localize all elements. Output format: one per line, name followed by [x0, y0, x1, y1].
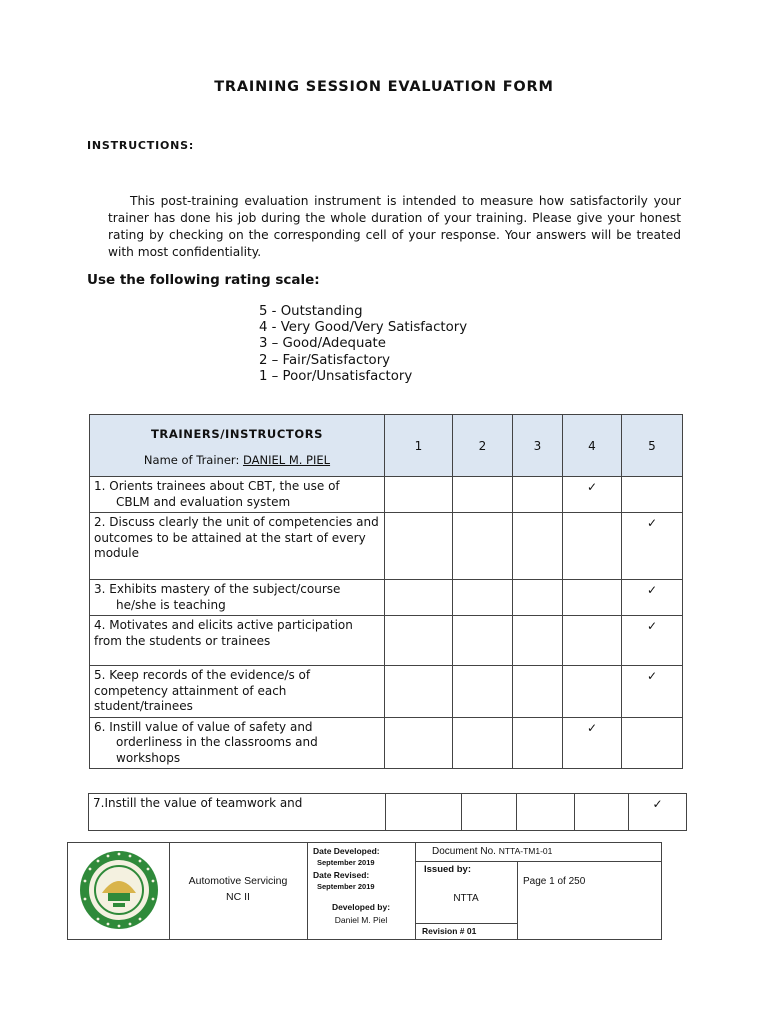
criterion-text [90, 580, 385, 616]
criterion-text [90, 666, 385, 718]
criterion-text [90, 477, 385, 513]
issued-by: NTTA [453, 893, 479, 904]
rating-cell[interactable] [563, 717, 622, 769]
rating-cell[interactable] [385, 666, 453, 718]
rating-cell[interactable] [517, 794, 575, 831]
rating-cell[interactable] [622, 477, 683, 513]
rating-cell[interactable] [563, 477, 622, 513]
criterion-row [90, 616, 683, 666]
document-footer [67, 842, 662, 940]
rating-cell[interactable] [513, 513, 563, 580]
check-mark-icon: ✓ [646, 516, 658, 530]
rating-cell[interactable] [453, 513, 513, 580]
divider [415, 843, 416, 939]
rating-cell[interactable] [622, 717, 683, 769]
trainer-header-cell [90, 415, 385, 477]
scale-item: 5 - Outstanding [259, 304, 363, 319]
divider [517, 861, 518, 939]
rating-cell[interactable] [385, 616, 453, 666]
scale-item: 2 – Fair/Satisfactory [259, 352, 391, 368]
divider [415, 861, 662, 862]
rating-cell[interactable] [513, 717, 563, 769]
rating-column-1: 1 [385, 415, 453, 477]
rating-cell[interactable] [513, 666, 563, 718]
instructions-paragraph [108, 193, 681, 261]
rating-cell[interactable] [462, 794, 517, 831]
document-number [432, 846, 662, 857]
instructions-text: This post-training evaluation instrument is intended to measure how satisfactorily your trainer has done his job during the whole duration of your training. Please give your honest rating by checking on the corresponding cell of your response. Your answers will be treated with most confidentiality. [108, 194, 681, 259]
rating-cell[interactable] [453, 616, 513, 666]
document-no-value: NTTA-TM1-01 [498, 846, 553, 856]
school-seal-logo [78, 849, 160, 931]
rating-cell[interactable] [385, 513, 453, 580]
criterion-row [89, 794, 687, 831]
course-line: Automotive Servicing [188, 875, 288, 887]
rating-cell[interactable] [622, 513, 683, 580]
trainer-name-line [94, 453, 380, 467]
date-revised-label: Date Revised: [313, 870, 370, 880]
instructions-label: INSTRUCTIONS: [87, 139, 195, 152]
criterion-row [90, 477, 683, 513]
rating-cell[interactable] [453, 477, 513, 513]
rating-cell[interactable] [385, 717, 453, 769]
criterion-text [90, 513, 385, 580]
date-revised: September 2019 [317, 882, 375, 891]
criterion-row [90, 580, 683, 616]
scale-item: 1 – Poor/Unsatisfactory [259, 368, 413, 384]
rating-cell[interactable] [622, 580, 683, 616]
rating-column-3: 3 [513, 415, 563, 477]
rating-scale-heading: Use the following rating scale: [87, 272, 320, 288]
evaluation-table [89, 414, 683, 769]
criterion-line: he/she is teaching [116, 597, 226, 612]
form-title: TRAINING SESSION EVALUATION FORM [214, 79, 554, 95]
rating-cell[interactable] [622, 666, 683, 718]
criterion-line: 2. Discuss clearly the unit of competencies and outcomes to be attained at the start of every module [94, 515, 379, 560]
criterion-row [90, 666, 683, 718]
rating-cell[interactable] [453, 580, 513, 616]
rating-scale-list [259, 304, 467, 385]
criterion-line: orderliness in the classrooms and workshops [116, 735, 318, 765]
developed-by: Daniel M. Piel [334, 915, 388, 925]
table-header-row [90, 415, 683, 477]
criterion-line: 4. Motivates and elicits active participation from the students or trainees [94, 618, 353, 648]
issued-by-label: Issued by: [424, 864, 471, 875]
scale-item: 3 – Good/Adequate [259, 336, 386, 352]
rating-column-2: 2 [453, 415, 513, 477]
rating-cell[interactable] [385, 580, 453, 616]
criterion-line: CBLM and evaluation system [116, 494, 291, 509]
rating-cell[interactable] [513, 616, 563, 666]
rating-column-4: 4 [563, 415, 622, 477]
criterion-line: 3. Exhibits mastery of the subject/course [94, 582, 341, 596]
rating-cell[interactable] [563, 580, 622, 616]
rating-cell[interactable] [622, 616, 683, 666]
criterion-text [90, 717, 385, 769]
rating-cell[interactable] [385, 477, 453, 513]
criterion-row [90, 717, 683, 769]
trainer-label: Name of Trainer: [143, 452, 243, 467]
check-mark-icon: ✓ [646, 669, 658, 683]
criterion-text: 7.Instill the value of teamwork and [89, 794, 386, 831]
revision-number: Revision # 01 [422, 926, 477, 936]
criterion-row [90, 513, 683, 580]
rating-cell[interactable] [563, 666, 622, 718]
criterion-text [90, 616, 385, 666]
rating-cell[interactable] [513, 477, 563, 513]
rating-cell[interactable] [386, 794, 462, 831]
criterion-line: 1. Orients trainees about CBT, the use of [94, 479, 340, 493]
check-mark-icon: ✓ [646, 619, 658, 633]
course-line: NC II [226, 891, 250, 903]
course-name [169, 873, 307, 905]
date-developed-label: Date Developed: [313, 846, 380, 856]
check-mark-icon: ✓ [586, 480, 598, 494]
page-number: Page 1 of 250 [523, 876, 586, 887]
rating-cell[interactable] [563, 616, 622, 666]
document-no-label: Document No. [432, 846, 496, 857]
dates-block [313, 845, 413, 893]
criterion-line: 6. Instill value of value of safety and [94, 719, 313, 734]
trainer-name: DANIEL M. PIEL [242, 452, 331, 467]
date-developed: September 2019 [317, 858, 375, 867]
trainers-heading: TRAINERS/INSTRUCTORS [150, 426, 324, 441]
divider [415, 923, 517, 924]
rating-cell[interactable] [575, 794, 629, 831]
scale-item: 4 - Very Good/Very Satisfactory [259, 320, 468, 336]
developer-block [307, 901, 415, 927]
rating-column-5: 5 [622, 415, 683, 477]
check-mark-icon: ✓ [646, 583, 658, 597]
check-mark-icon: ✓ [586, 720, 598, 735]
developed-by-label: Developed by: [331, 902, 391, 912]
criterion-line: 5. Keep records of the evidence/s of competency attainment of each student/trainees [94, 668, 311, 713]
rating-cell[interactable] [453, 717, 513, 769]
rating-cell[interactable] [629, 794, 687, 831]
rating-cell[interactable] [563, 513, 622, 580]
rating-cell[interactable] [513, 580, 563, 616]
check-mark-icon: ✓ [652, 797, 663, 811]
rating-cell[interactable] [453, 666, 513, 718]
evaluation-table-continued [88, 793, 687, 831]
